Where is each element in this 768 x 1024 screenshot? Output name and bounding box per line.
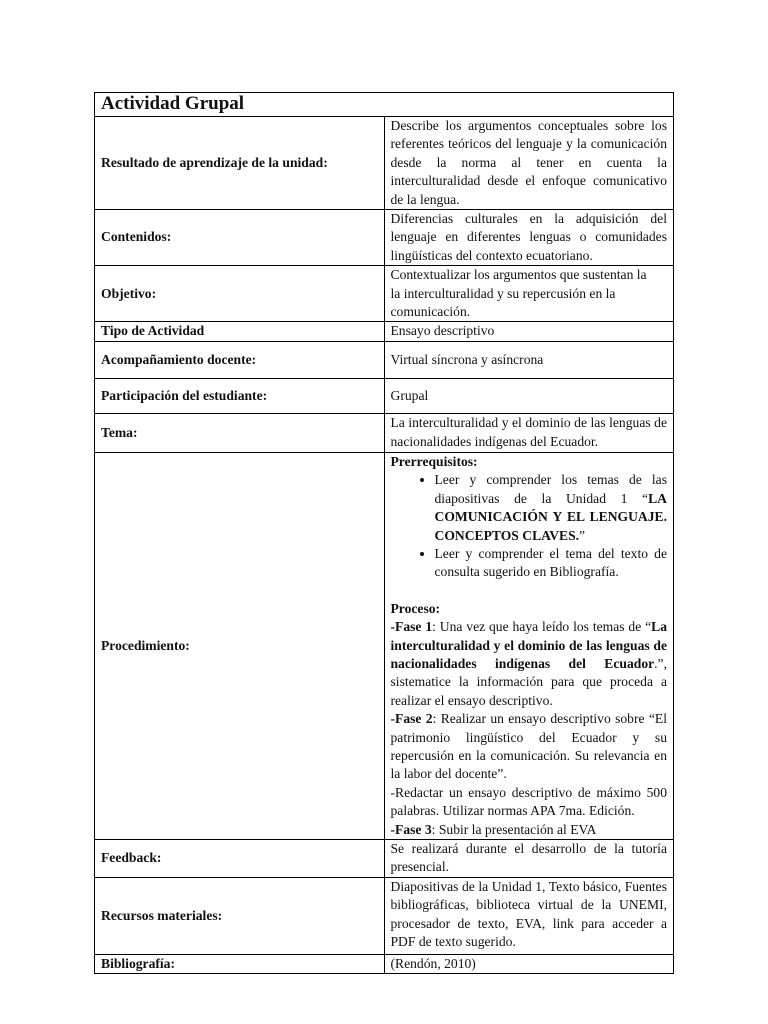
- row-tipo: [95, 322, 674, 341]
- fase-3-paragraph: [391, 821, 668, 839]
- objetivo-line-1: Contextualizar los argumentos que sustentan la: [390, 267, 647, 283]
- value-recursos: Diapositivas de la Unidad 1, Texto básico, Fuentes bibliográficas, biblioteca virtual de la UNEMI, procesador de texto, EVA, link para acceder a PDF de texto sugerido.: [384, 877, 674, 954]
- fase-2-paragraph: [391, 710, 668, 784]
- value-tema: La interculturalidad y el dominio de las lenguas de nacionalidades indígenas del Ecuador.: [384, 413, 674, 452]
- row-objetivo: [95, 266, 674, 322]
- activity-table: [94, 92, 674, 974]
- value-contenidos: Diferencias culturales en la adquisición del lenguaje en diferentes lenguas o comunidades lingüísticas del contexto ecuatoriano.: [384, 210, 674, 266]
- row-participacion: [95, 378, 674, 413]
- activity-document: [94, 92, 674, 974]
- fase-2-text: : Realizar un ensayo descriptivo sobre “El patrimonio lingüístico del Ecuador y su repercusión en la comunicación. Su relevancia en la labor del docente”.: [390, 711, 667, 782]
- fase-3-dash: -: [390, 821, 396, 837]
- label-procedimiento: Procedimiento:: [95, 452, 385, 839]
- value-tipo: Ensayo descriptivo: [384, 322, 674, 341]
- list-item: [435, 471, 668, 545]
- list-item: • Leer y comprender el tema del texto de consulta sugerido en Bibliografía.: [435, 545, 668, 582]
- value-bibliografia: (Rendón, 2010): [384, 954, 674, 973]
- fase-3-text: : Subir la presentación al EVA: [431, 821, 597, 837]
- label-tipo: Tipo de Actividad: [95, 322, 385, 341]
- process-heading: Proceso:: [390, 600, 441, 616]
- label-bibliografia: Bibliografía:: [95, 954, 385, 973]
- fase-1-paragraph: [391, 618, 668, 710]
- fase-2-label: Fase 2: [395, 711, 433, 727]
- value-procedimiento: [384, 452, 674, 839]
- fase-2-dash: -: [390, 711, 396, 727]
- redactar-paragraph: -Redactar un ensayo descriptivo de máximo 500 palabras. Utilizar normas APA 7ma. Edición.: [390, 784, 667, 819]
- objetivo-line-2: la interculturalidad y su repercusión en la comunicación.: [390, 285, 616, 320]
- row-procedimiento: [95, 452, 674, 839]
- value-objetivo: [384, 266, 674, 322]
- prerequisites-heading: Prerrequisitos:: [390, 453, 478, 469]
- label-participacion: Participación del estudiante:: [95, 378, 385, 413]
- value-feedback: Se realizará durante el desarrollo de la tutoría presencial.: [384, 840, 674, 878]
- label-objetivo: Objetivo:: [95, 266, 385, 322]
- fase-3-label: Fase 3: [395, 821, 432, 837]
- table-title: Actividad Grupal: [95, 93, 674, 117]
- fase-1-text-a: : Una vez que haya leído los temas de “: [432, 619, 652, 635]
- label-feedback: Feedback:: [95, 840, 385, 878]
- row-contenidos: [95, 210, 674, 266]
- item1-bold: LA COMUNICACIÓN Y EL LENGUAJE. CONCEPTOS CLAVES.: [434, 490, 667, 543]
- prerequisites-list: [391, 471, 668, 581]
- fase-1-dash: -: [390, 619, 396, 635]
- fase-1-label: Fase 1: [395, 619, 433, 635]
- spacer: [391, 582, 668, 600]
- value-participacion: Grupal: [384, 378, 674, 413]
- row-recursos: [95, 877, 674, 954]
- row-acompanamiento: [95, 341, 674, 378]
- row-bibliografia: [95, 954, 674, 973]
- fase-1-bold: La interculturalidad y el dominio de las lenguas de nacionalidades indígenas del Ecuador: [390, 619, 667, 671]
- value-resultado: Describe los argumentos conceptuales sobre los referentes teóricos del lenguaje y la comunicación desde la norma al tener en cuenta la interculturalidad desde el enfoque comunicativo de la lengua.: [384, 117, 674, 210]
- label-resultado: Resultado de aprendizaje de la unidad:: [95, 117, 385, 210]
- label-recursos: Recursos materiales:: [95, 877, 385, 954]
- label-tema: Tema:: [95, 413, 385, 452]
- label-acompanamiento: Acompañamiento docente:: [95, 341, 385, 378]
- row-tema: [95, 413, 674, 452]
- value-acompanamiento: Virtual síncrona y asíncrona: [384, 341, 674, 378]
- title-row: [95, 93, 674, 117]
- row-resultado: [95, 117, 674, 210]
- item1-prefix: Leer y comprender los temas de las diapositivas de la Unidad 1 “: [434, 472, 667, 506]
- item1-suffix: ”: [579, 527, 586, 543]
- fase-1-text-b: .”, sistematice la información para que proceda a realizar el ensayo descriptivo.: [390, 655, 667, 708]
- row-feedback: [95, 840, 674, 878]
- label-contenidos: Contenidos:: [95, 210, 385, 266]
